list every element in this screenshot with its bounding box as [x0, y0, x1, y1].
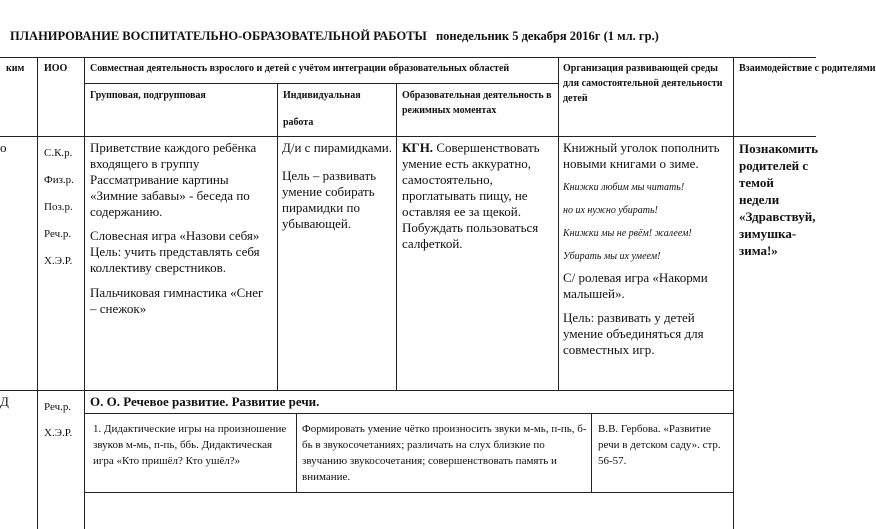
- env-text-2: С/ ролевая игра «Накорми малышей».: [563, 270, 708, 301]
- row1-parents: Познакомить родителей с темой недели «Здравствуй, зимушка-зима!»: [739, 141, 819, 258]
- header-individual-line2: работа: [283, 117, 314, 128]
- ioo-item: Физ.р.: [44, 174, 74, 186]
- header-group: Групповая, подгрупповая: [90, 90, 206, 101]
- ioo-item: Реч.р.: [44, 401, 72, 413]
- poem-line: Убирать мы их умеем!: [563, 251, 661, 262]
- env-text-1: Книжный уголок пополнить новыми книгами о зиме.: [563, 140, 720, 171]
- env-text-3: Цель: развивать у детей умение объединяться для совместных игр.: [563, 310, 704, 357]
- ioo-item: С.К.р.: [44, 147, 73, 159]
- poem-line: Книжки любим мы читать!: [563, 182, 685, 193]
- header-individual: [283, 88, 393, 130]
- header-regime: Образовательная деятельность в режимных моментах: [402, 90, 552, 116]
- row1-ioo-list: [44, 140, 82, 275]
- row2-games: 1. Дидактические игры на произношение звуков м-мь, п-пь, ббь. Дидактическая игра «Кто пришёл? Кто ушёл?»: [93, 423, 287, 467]
- group-text-3: Пальчиковая гимнастика «Снег – снежок»: [90, 285, 264, 316]
- row2-heading: О. О. Речевое развитие. Развитие речи.: [90, 394, 320, 409]
- regime-text: Совершенствовать умение есть аккуратно, самостоятельно, проглатывать пищу, не оставляя ее за щекой. Побуждать пользоваться салфеткой.: [402, 140, 540, 251]
- ioo-item: Х.Э.Р.: [44, 427, 73, 439]
- row1-regime-moments: [402, 140, 554, 252]
- row2-ioo-list: [44, 394, 82, 446]
- regime-label: КГН.: [402, 140, 434, 155]
- title-date: понедельник 5 декабря 2016г (1 мл. гр.): [435, 29, 659, 43]
- group-text-1: Приветствие каждого ребёнка входящего в группу Рассматривание картины «Зимние забавы» - беседа по содержанию.: [90, 140, 257, 219]
- ioo-item: Реч.р.: [44, 228, 72, 240]
- row2-goals: Формировать умение чётко произносить звуки м-мь, п-пь, б-бь в звукосочетаниях; различать на слух близкие по звучанию звукосочетания; совершенствовать память и внимание.: [302, 423, 587, 483]
- row2-reference: В.В. Гербова. «Развитие речи в детском саду». стр. 56-57.: [598, 423, 721, 467]
- header-col-left: ким: [6, 63, 25, 74]
- header-individual-line1: Индивидуальная: [283, 90, 361, 101]
- poem-line: Книжки мы не рвём! жалеем!: [563, 228, 692, 239]
- row2-left-marker: Д: [0, 394, 9, 409]
- row1-left-marker: о: [0, 140, 7, 155]
- title-main: ПЛАНИРОВАНИЕ ВОСПИТАТЕЛЬНО-ОБРАЗОВАТЕЛЬНОЙ РАБОТЫ: [10, 29, 427, 43]
- ioo-item: Поз.р.: [44, 201, 73, 213]
- page-title: [10, 29, 810, 44]
- row1-group-activity: [90, 140, 273, 317]
- header-parents: Взаимодействие с родителями: [739, 63, 876, 74]
- row1-individual-work: [282, 140, 392, 232]
- header-ioo: ИОО: [44, 63, 68, 74]
- header-joint-activity: Совместная деятельность взрослого и детей с учётом интеграции образовательных областей: [90, 63, 510, 74]
- ioo-item: Х.Э.Р.: [44, 255, 73, 267]
- poem-line: но их нужно убирать!: [563, 205, 658, 216]
- header-environment: Организация развивающей среды для самостоятельной деятельности детей: [563, 63, 723, 104]
- individual-text-1: Д/и с пирамидками.: [282, 140, 393, 155]
- individual-text-2: Цель – развивать умение собирать пирамидки по убывающей.: [282, 168, 377, 231]
- group-text-2: Словесная игра «Назови себя» Цель: учить представлять себя коллективу сверстников.: [90, 228, 260, 275]
- row1-environment: [563, 140, 729, 358]
